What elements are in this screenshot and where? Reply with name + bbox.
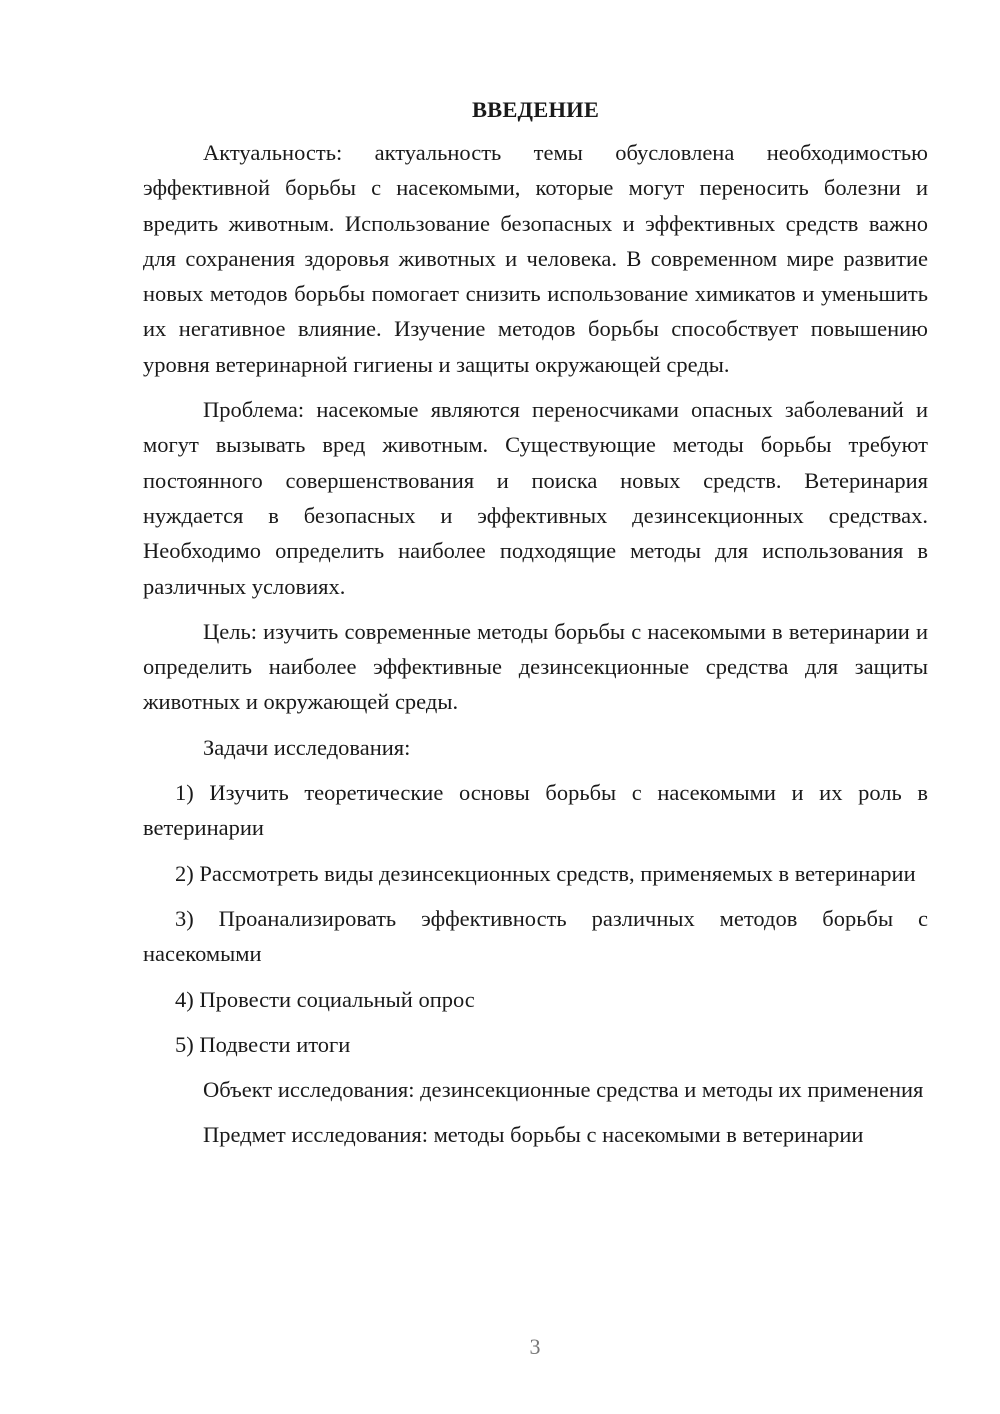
task-item-1: 1) Изучить теоретические основы борьбы с насекомыми и их роль в ветеринарии [143,780,928,841]
task-item-4: 4) Провести социальный опрос [175,986,475,1012]
tasks-heading: Задачи исследования: [203,734,411,760]
subject-paragraph: Предмет исследования: методы борьбы с насекомыми в ветеринарии [203,1122,864,1148]
problem-paragraph: Проблема: насекомые являются переносчиками опасных заболеваний и могут вызывать вред животным. Существующие методы борьбы требуют постоянного совершенствования и поиска новых средств. Ветеринария нуждается в безопасных и эффективных дезинсекционных средствах. Необходимо определить наиболее подходящие методы для использования в различных условиях. [143,397,928,599]
goal-paragraph: Цель: изучить современные методы борьбы с насекомыми в ветеринарии и определить наиболее эффективные дезинсекционные средства для защиты животных и окружающей среды. [143,618,928,715]
document-page [143,95,928,1163]
relevance-paragraph: Актуальность: актуальность темы обусловлена необходимостью эффективной борьбы с насекомыми, которые могут переносить болезни и вредить животным. Использование безопасных и эффективных средств важно для сохранения здоровья животных и человека. В современном мире развитие новых методов борьбы помогает снизить использование химикатов и уменьшить их негативное влияние. Изучение методов борьбы способствует повышению уровня ветеринарной гигиены и защиты окружающей среды. [143,140,928,377]
task-item-3: 3) Проанализировать эффективность различных методов борьбы с насекомыми [143,905,928,967]
page-number: 3 [529,1334,541,1359]
document-heading: ВВЕДЕНИЕ [471,97,600,122]
task-item-2: 2) Рассмотреть виды дезинсекционных средств, применяемых в ветеринарии [175,860,916,886]
task-item-5: 5) Подвести итоги [175,1031,351,1057]
object-paragraph: Объект исследования: дезинсекционные средства и методы их применения [203,1077,924,1103]
